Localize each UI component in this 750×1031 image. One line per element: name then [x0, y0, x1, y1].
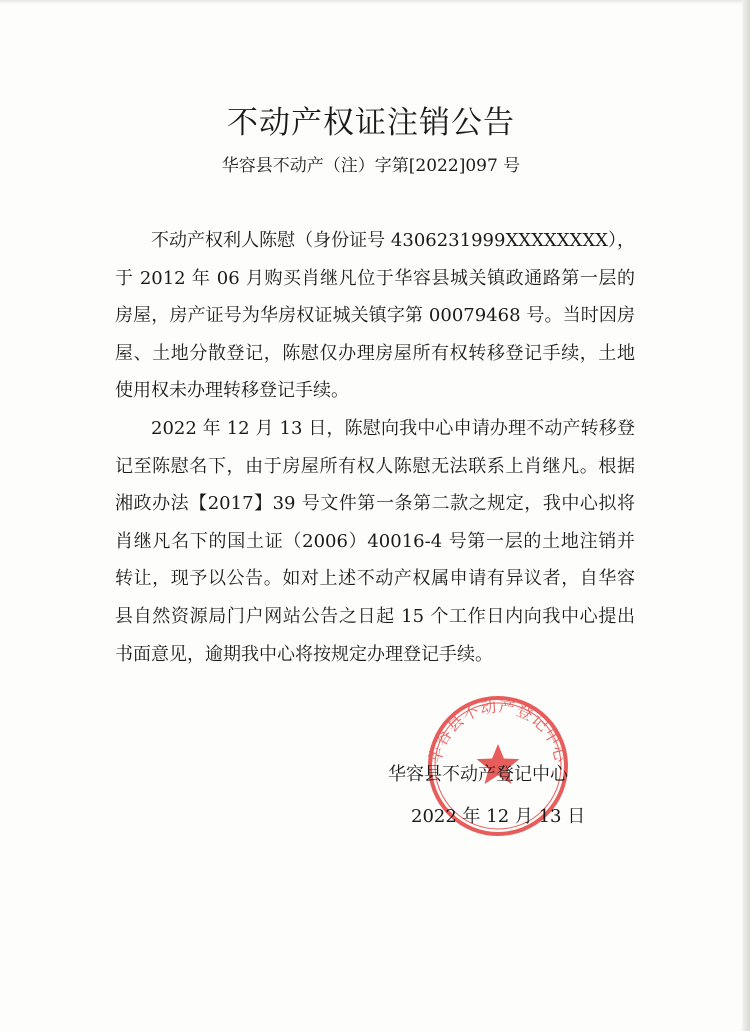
paragraph-1: 不动产权利人陈慰（身份证号 4306231999XXXXXXXX），于 2012 年 06 月购买肖继凡位于华容县城关镇政通路第一层的房屋，房产证号为华房权证城关镇字第 00079468 号。当时因房屋、土地分散登记，陈慰仅办理房屋所有权转移登记手续，土地使用权未办理转移登记手续。: [115, 230, 635, 402]
document-number: 华容县不动产（注）字第[2022]097 号: [221, 156, 521, 176]
scan-edge-right: [742, 0, 750, 1031]
document-title: 不动产权证注销公告: [227, 105, 515, 141]
seal-text: 华容县不动产登记中心: [425, 696, 571, 766]
issue-date: 2022 年 12 月 13 日: [411, 806, 586, 827]
scan-edge-top: [0, 0, 750, 4]
issuer-name: 华容县不动产登记中心: [388, 764, 568, 785]
document-body: [115, 222, 635, 673]
paragraph-2: 2022 年 12 月 13 日，陈慰向我中心申请办理不动产转移登记至陈慰名下，由于房屋所有权人陈慰无法联系上肖继凡。根据湘政办法【2017】39 号文件第一条第二款之规定，我中心拟将肖继凡名下的国土证（2006）40016-4 号第一层的土地注销并转让，现予以公告。如对上述不动产权属申请有异议者，自华容县自然资源局门户网站公告之日起 15 个工作日内向我中心提出书面意见，逾期我中心将按规定办理登记手续。: [115, 417, 635, 665]
